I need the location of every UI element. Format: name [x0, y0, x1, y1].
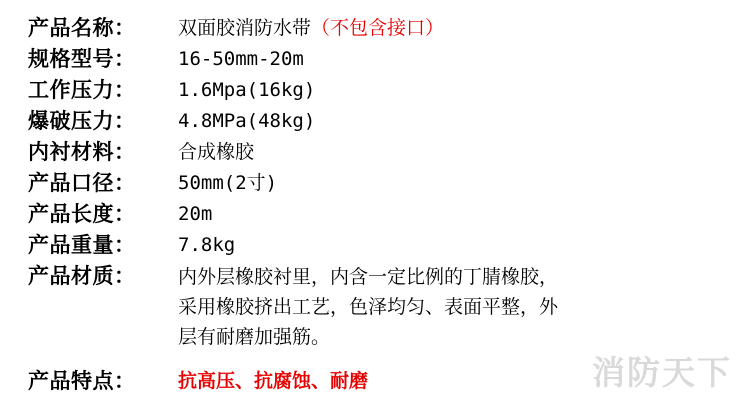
spec-label: 规格型号：: [28, 47, 136, 71]
spec-label: 产品口径：: [28, 171, 136, 195]
spec-row-features: [28, 367, 750, 395]
spec-label: 产品重量：: [28, 233, 136, 257]
spec-value: [178, 14, 750, 42]
spec-row-lining-material: [28, 138, 750, 166]
spec-row-model: [28, 45, 750, 73]
spec-value: 50mm(2寸): [178, 172, 278, 194]
spec-label: 内衬材料：: [28, 140, 136, 164]
spec-value-text: 双面胶消防水带: [178, 17, 312, 39]
spec-value: 4.8MPa(48kg): [178, 110, 316, 132]
spec-row-diameter: [28, 169, 750, 197]
spec-value: 7.8kg: [178, 234, 236, 256]
spec-row-weight: [28, 231, 750, 259]
spec-row-working-pressure: [28, 76, 750, 104]
spec-label: 工作压力：: [28, 78, 136, 102]
spec-row-product-name: [28, 14, 750, 42]
spec-label: 产品名称：: [28, 16, 136, 40]
material-line-3: 层有耐磨加强筋。: [178, 326, 331, 348]
spec-label: 产品特点：: [28, 369, 136, 393]
spec-value: 合成橡胶: [178, 141, 255, 163]
spec-value: 抗高压、抗腐蚀、耐磨: [178, 370, 369, 392]
spec-value: 20m: [178, 203, 213, 225]
spec-value: [178, 262, 678, 352]
material-line-2: 采用橡胶挤出工艺，色泽均匀、表面平整，外: [178, 296, 559, 318]
spec-label: 产品材质：: [28, 264, 136, 288]
spec-label: 爆破压力：: [28, 109, 136, 133]
spec-value: 16-50mm-20m: [178, 48, 304, 70]
spec-row-material: [28, 262, 750, 352]
section-divider: [28, 355, 750, 367]
material-line-1: 内外层橡胶衬里，内含一定比例的丁腈橡胶，: [178, 266, 559, 288]
spec-value: 1.6Mpa(16kg): [178, 79, 316, 101]
spec-row-length: [28, 200, 750, 228]
spec-row-burst-pressure: [28, 107, 750, 135]
spec-value-note: （不包含接口）: [311, 17, 445, 39]
spec-label: 产品长度：: [28, 202, 136, 226]
watermark: 消防天下: [592, 353, 732, 392]
